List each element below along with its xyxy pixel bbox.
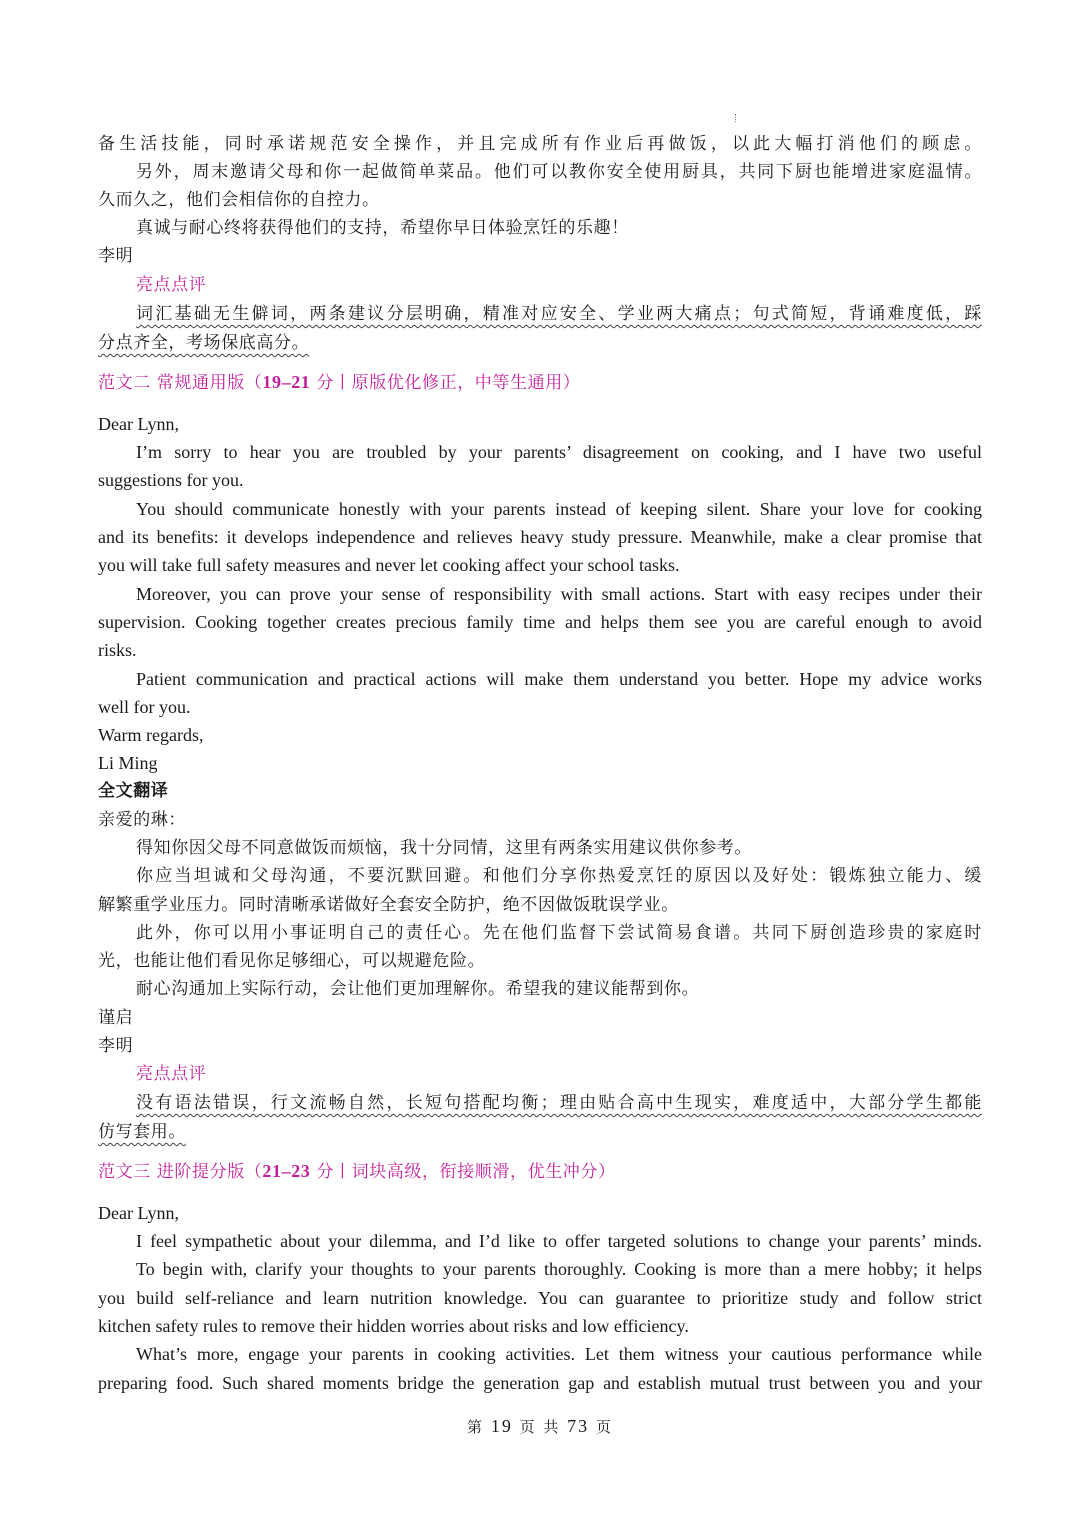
section-heading: 范文三 进阶提分版（21–23 分丨词块高级，衔接顺滑，优生冲分） [98,1161,616,1182]
highlight-heading: 亮点点评 [136,1064,207,1084]
highlight-comment-line: 词汇基础无生僻词，两条建议分层明确，精准对应安全、学业两大痛点；句式简短，背诵难度低，踩 [136,304,982,324]
closing: Warm regards, [98,725,204,745]
paragraph-line: 此外，你可以用小事证明自己的责任心。先在他们监督下尝试简易食谱。共同下厨创造珍贵的家庭时 [136,923,982,943]
paragraph-line: and its benefits: it develops independence and relieves heavy study pressure. Meanwhile, make a clear promise that [98,527,982,547]
paragraph-line: I’m sorry to hear you are troubled by your parents’ disagreement on cooking, and I have two useful [136,442,982,462]
highlight-comment-line: 分点齐全，考场保底高分。 [98,333,310,353]
salutation: Dear Lynn, [98,414,179,434]
paragraph-line: supervision. Cooking together creates precious family time and helps them see you are careful enough to avoid [98,612,982,632]
paragraph-line: Patient communication and practical actions will make them understand you better. Hope my advice works [136,669,982,689]
signature: 李明 [98,1036,134,1056]
paragraph-line: You should communicate honestly with your parents instead of keeping silent. Share your love for cooking [136,499,982,519]
translation-heading: 全文翻译 [98,781,169,801]
salutation: Dear Lynn, [98,1203,179,1223]
signature: 李明 [98,246,134,266]
paragraph-line: preparing food. Such shared moments bridge the generation gap and establish mutual trust between you and your [98,1373,982,1393]
paragraph-line: you build self-reliance and learn nutrition knowledge. You can guarantee to prioritize study and follow strict [98,1288,982,1308]
paragraph-line: risks. [98,640,137,660]
paragraph-line: 耐心沟通加上实际行动，会让他们更加理解你。希望我的建议能帮到你。 [136,979,700,999]
margin-marker [735,114,737,122]
paragraph-line: 真诚与耐心终将获得他们的支持，希望你早日体验烹饪的乐趣！ [136,218,629,238]
paragraph-line: 得知你因父母不同意做饭而烦恼，我十分同情，这里有两条实用建议供你参考。 [136,838,752,858]
salutation: 亲爱的琳： [98,810,186,830]
page-total: 73 [567,1416,590,1436]
highlight-heading: 亮点点评 [136,275,207,295]
paragraph-line: 久而久之，他们会相信你的自控力。 [98,190,380,210]
paragraph-line: 另外，周末邀请父母和你一起做简单菜品。他们可以教你安全使用厨具，共同下厨也能增进家庭温情。 [136,162,982,182]
paragraph-line: To begin with, clarify your thoughts to your parents thoroughly. Cooking is more than a mere hobby; it helps [136,1259,982,1279]
paragraph-line: 光，也能让他们看见你足够细心，可以规避危险。 [98,951,486,971]
paragraph-line: 你应当坦诚和父母沟通，不要沉默回避。和他们分享你热爱烹饪的原因以及好处：锻炼独立能力、缓 [136,866,982,886]
paragraph-line: kitchen safety rules to remove their hidden worries about risks and low efficiency. [98,1316,689,1336]
page-number: 19 [490,1416,513,1436]
highlight-comment-line: 没有语法错误，行文流畅自然，长短句搭配均衡；理由贴合高中生现实，难度适中，大部分学生都能 [136,1093,982,1113]
section-heading: 范文二 常规通用版（19–21 分丨原版优化修正，中等生通用） [98,372,581,393]
signature: Li Ming [98,753,158,773]
closing: 谨启 [98,1008,134,1028]
paragraph-line: suggestions for you. [98,470,244,490]
paragraph-line: What’s more, engage your parents in cooking activities. Let them witness your cautious performance while [136,1344,982,1364]
highlight-comment-line: 仿写套用。 [98,1122,186,1142]
paragraph-line: Moreover, you can prove your sense of responsibility with small actions. Start with easy recipes under their [136,584,982,604]
paragraph-line: 备生活技能，同时承诺规范安全操作，并且完成所有作业后再做饭，以此大幅打消他们的顾虑。 [98,134,982,154]
paragraph-line: 解繁重学业压力。同时清晰承诺做好全套安全防护，绝不因做饭耽误学业。 [98,895,679,915]
paragraph-line: well for you. [98,697,191,717]
paragraph-line: you will take full safety measures and never let cooking affect your school tasks. [98,555,680,575]
paragraph-line: I feel sympathetic about your dilemma, and I’d like to offer targeted solutions to change your parents’ minds. [136,1231,982,1251]
page-footer: 第 19 页 共 73 页 [467,1416,613,1436]
